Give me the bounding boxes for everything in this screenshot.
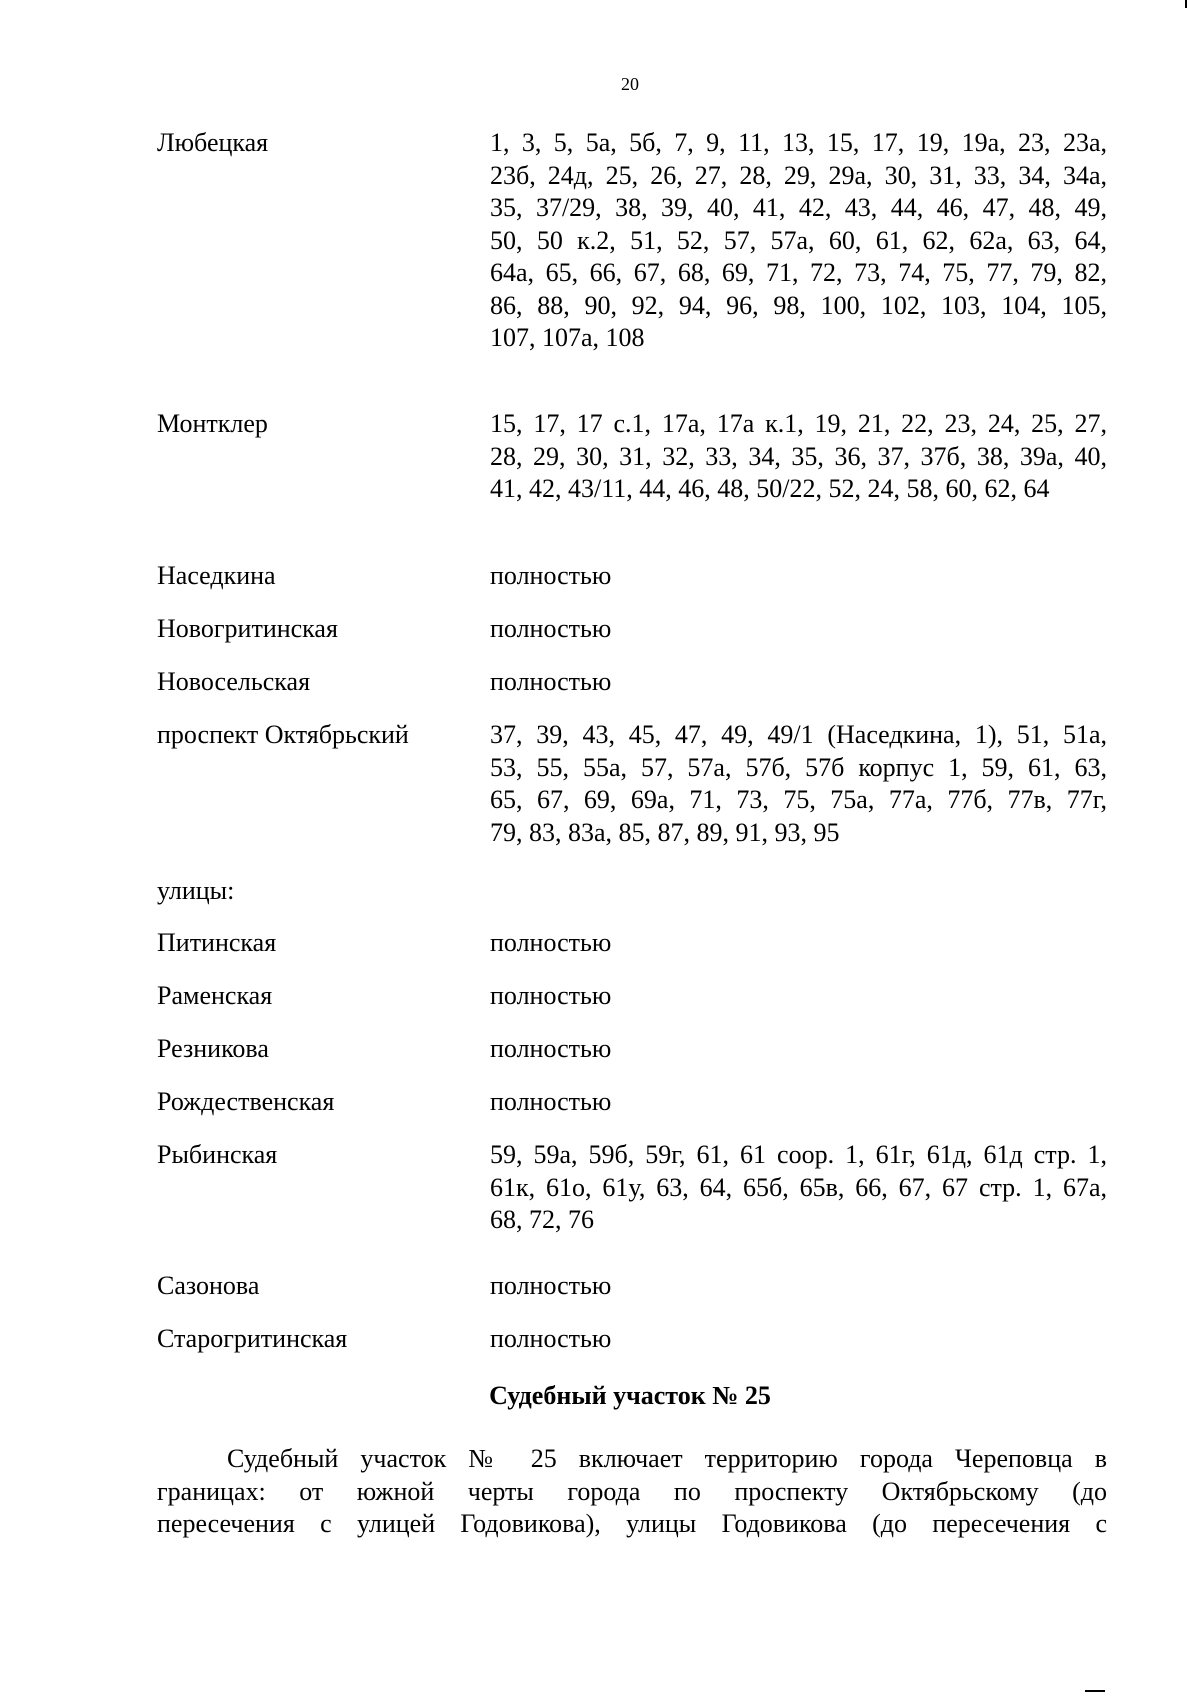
house-numbers: [490, 408, 1107, 506]
house-numbers: [490, 1086, 1107, 1119]
house-numbers-line: 59, 59а, 59б, 59г, 61, 61 соор. 1, 61г, 61д, 61д стр. 1,: [490, 1140, 1107, 1169]
street-name: Сазонова: [157, 1271, 260, 1300]
house-numbers-line: 23б, 24д, 25, 26, 27, 28, 29, 29а, 30, 31, 33, 34, 34а,: [490, 160, 1107, 190]
house-numbers: [490, 980, 1107, 1013]
house-numbers: [490, 1323, 1107, 1356]
street-name: Новогритинская: [157, 614, 338, 643]
street-name: Любецкая: [157, 128, 269, 157]
house-numbers-line: 53, 55, 55а, 57, 57а, 57б, 57б корпус 1, 59, 61, 63,: [490, 752, 1107, 782]
house-numbers-line: 50, 50 к.2, 51, 52, 57, 57а, 60, 61, 62, 62а, 63, 64,: [490, 225, 1107, 255]
house-numbers-line: 86, 88, 90, 92, 94, 96, 98, 100, 102, 103, 104, 105,: [490, 290, 1107, 320]
house-numbers: [490, 1139, 1107, 1237]
house-numbers: [490, 927, 1107, 960]
street-name: Рыбинская: [157, 1140, 278, 1169]
section-paragraph: [157, 1443, 1107, 1541]
house-numbers-line: полностью: [490, 667, 612, 696]
street-name: Питинская: [157, 928, 277, 957]
section-title: Судебный участок № 25: [489, 1381, 771, 1410]
street-name: Старогритинская: [157, 1324, 348, 1353]
street-name: Рождественская: [157, 1087, 335, 1116]
house-numbers-line: полностью: [490, 614, 612, 643]
house-numbers: [490, 1270, 1107, 1303]
street-name: Наседкина: [157, 561, 276, 590]
house-numbers-line: 79, 83, 83а, 85, 87, 89, 91, 93, 95: [490, 817, 840, 847]
house-numbers-line: полностью: [490, 1034, 612, 1063]
paragraph-line: Судебный участок № 25 включает территорию города Череповца в: [227, 1444, 1107, 1473]
house-numbers: [490, 1033, 1107, 1066]
scan-mark-bottom: [1085, 1690, 1105, 1692]
street-name: Новосельская: [157, 667, 311, 696]
paragraph-line: пересечения с улицей Годовикова), улицы Годовикова (до пересечения с: [157, 1509, 1107, 1538]
house-numbers-line: полностью: [490, 1271, 612, 1300]
house-numbers: [490, 127, 1107, 355]
house-numbers-line: 65, 67, 69, 69а, 71, 73, 75, 75а, 77а, 77б, 77в, 77г,: [490, 785, 1107, 814]
house-numbers-line: 61к, 61о, 61у, 63, 64, 65б, 65в, 66, 67, 67 стр. 1, 67а,: [490, 1172, 1107, 1202]
house-numbers-line: 64а, 65, 66, 67, 68, 69, 71, 72, 73, 74, 75, 77, 79, 82,: [490, 258, 1107, 287]
house-numbers: [490, 666, 1107, 699]
street-name: Раменская: [157, 981, 273, 1010]
house-numbers-line: 107, 107а, 108: [490, 323, 645, 352]
house-numbers-line: полностью: [490, 981, 612, 1010]
house-numbers-line: 68, 72, 76: [490, 1205, 594, 1234]
house-numbers-line: 28, 29, 30, 31, 32, 33, 34, 35, 36, 37, 37б, 38, 39а, 40,: [490, 441, 1107, 471]
street-name: Монтклер: [157, 409, 268, 438]
house-numbers-line: полностью: [490, 928, 612, 957]
house-numbers-line: полностью: [490, 561, 612, 590]
house-numbers-line: 15, 17, 17 с.1, 17а, 17а к.1, 19, 21, 22, 23, 24, 25, 27,: [490, 409, 1107, 438]
house-numbers-line: 41, 42, 43/11, 44, 46, 48, 50/22, 52, 24, 58, 60, 62, 64: [490, 474, 1050, 503]
house-numbers-line: 1, 3, 5, 5а, 5б, 7, 9, 11, 13, 15, 17, 19, 19а, 23, 23а,: [490, 128, 1107, 157]
house-numbers-line: 37, 39, 43, 45, 47, 49, 49/1 (Наседкина, 1), 51, 51а,: [490, 720, 1107, 749]
street-name: Резникова: [157, 1034, 269, 1063]
house-numbers: [490, 560, 1107, 593]
street-name: проспект Октябрьский: [157, 720, 409, 749]
house-numbers-line: полностью: [490, 1324, 612, 1353]
section-label-streets: улицы:: [157, 876, 235, 905]
paragraph-line: границах: от южной черты города по проспекту Октябрьскому (до: [157, 1476, 1107, 1506]
scan-mark-top: [1185, 0, 1187, 8]
house-numbers: [490, 613, 1107, 646]
house-numbers-line: полностью: [490, 1087, 612, 1116]
page-number: 20: [621, 74, 639, 94]
house-numbers: [490, 719, 1107, 849]
house-numbers-line: 35, 37/29, 38, 39, 40, 41, 42, 43, 44, 46, 47, 48, 49,: [490, 193, 1107, 222]
